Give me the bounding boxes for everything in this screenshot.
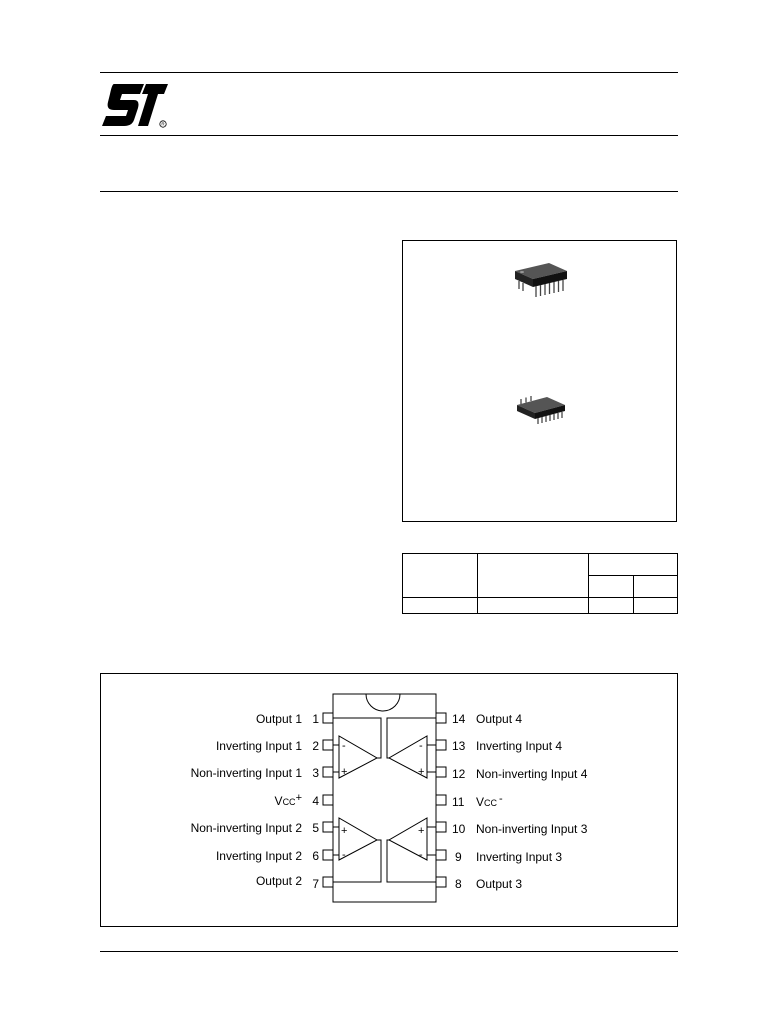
pin-4-label — [275, 792, 302, 808]
opamp3-plus: + — [418, 825, 425, 837]
opamp1-minus: - — [342, 740, 346, 752]
dip-package-image — [511, 259, 573, 301]
vcc-minus-sub: CC — [484, 798, 498, 808]
pin-1-number: 1 — [312, 712, 319, 726]
ic-body — [333, 694, 436, 902]
opamp-signs — [341, 740, 424, 861]
pin-5-label: Non-inverting Input 2 — [190, 821, 302, 835]
opamp4-minus: - — [419, 740, 423, 752]
opamp3-minus: - — [419, 849, 423, 861]
table-cell — [403, 598, 478, 614]
pin-6-number: 6 — [312, 849, 319, 863]
pin-14-label: Output 4 — [476, 712, 523, 726]
st-logo — [100, 82, 170, 130]
pin-14-number: 14 — [452, 712, 466, 726]
opamp-4 — [387, 718, 436, 778]
pin-13-number: 13 — [452, 739, 466, 753]
pin-2-label: Inverting Input 1 — [215, 739, 302, 753]
vcc-minus-sign: - — [499, 793, 503, 805]
pin-12-label: Non-inverting Input 4 — [476, 767, 588, 781]
vcc-minus-v: V — [476, 795, 485, 809]
pin-7-number: 7 — [312, 877, 319, 891]
pin-9-number: 9 — [455, 850, 462, 864]
pin-1-label: Output 1 — [255, 712, 302, 726]
order-codes-table — [402, 553, 678, 614]
pin-8-label: Output 3 — [476, 877, 523, 891]
right-pin-stubs — [436, 713, 446, 887]
vcc-plus-v: V — [274, 794, 283, 808]
header-middle-rule — [100, 135, 678, 136]
table-cell — [403, 554, 478, 598]
pin-13-label: Inverting Input 4 — [476, 739, 563, 753]
pin-9-label: Inverting Input 3 — [476, 850, 563, 864]
table-cell — [634, 576, 678, 598]
pin-4-number: 4 — [312, 794, 319, 808]
opamp4-plus: + — [418, 766, 425, 778]
pin-connections-box — [100, 673, 678, 927]
pin-10-label: Non-inverting Input 3 — [476, 822, 588, 836]
vcc-plus-sign: + — [295, 792, 302, 804]
table-cell — [478, 598, 589, 614]
table-cell — [478, 554, 589, 598]
footer-rule — [100, 951, 678, 952]
opamp2-plus: + — [341, 825, 348, 837]
pin-6-label: Inverting Input 2 — [215, 849, 302, 863]
pin-12-number: 12 — [452, 767, 466, 781]
package-box — [402, 240, 677, 522]
so-package-image — [513, 391, 569, 431]
vcc-plus-sub: CC — [282, 797, 296, 807]
svg-text:R: R — [161, 121, 165, 127]
pin-11-number: 11 — [452, 795, 465, 809]
opamp-3 — [387, 818, 436, 882]
pin-3-label: Non-inverting Input 1 — [190, 766, 302, 780]
header-top-rule — [100, 72, 678, 73]
pin-8-number: 8 — [455, 877, 462, 891]
pin-5-number: 5 — [312, 821, 319, 835]
opamp1-plus: + — [341, 766, 348, 778]
pin-10-number: 10 — [452, 822, 466, 836]
pin-connections-diagram — [101, 674, 679, 928]
pin-7-label: Output 2 — [255, 874, 302, 888]
pin-11-label — [476, 793, 503, 809]
table-cell — [634, 598, 678, 614]
pin-3-number: 3 — [312, 766, 319, 780]
ic-notch — [366, 694, 400, 711]
header-bottom-rule — [100, 191, 678, 192]
opamp2-minus: - — [342, 849, 346, 861]
left-pin-stubs — [323, 713, 333, 887]
pin-2-number: 2 — [312, 739, 319, 753]
table-cell — [589, 554, 678, 576]
table-cell — [589, 598, 634, 614]
table-cell — [589, 576, 634, 598]
